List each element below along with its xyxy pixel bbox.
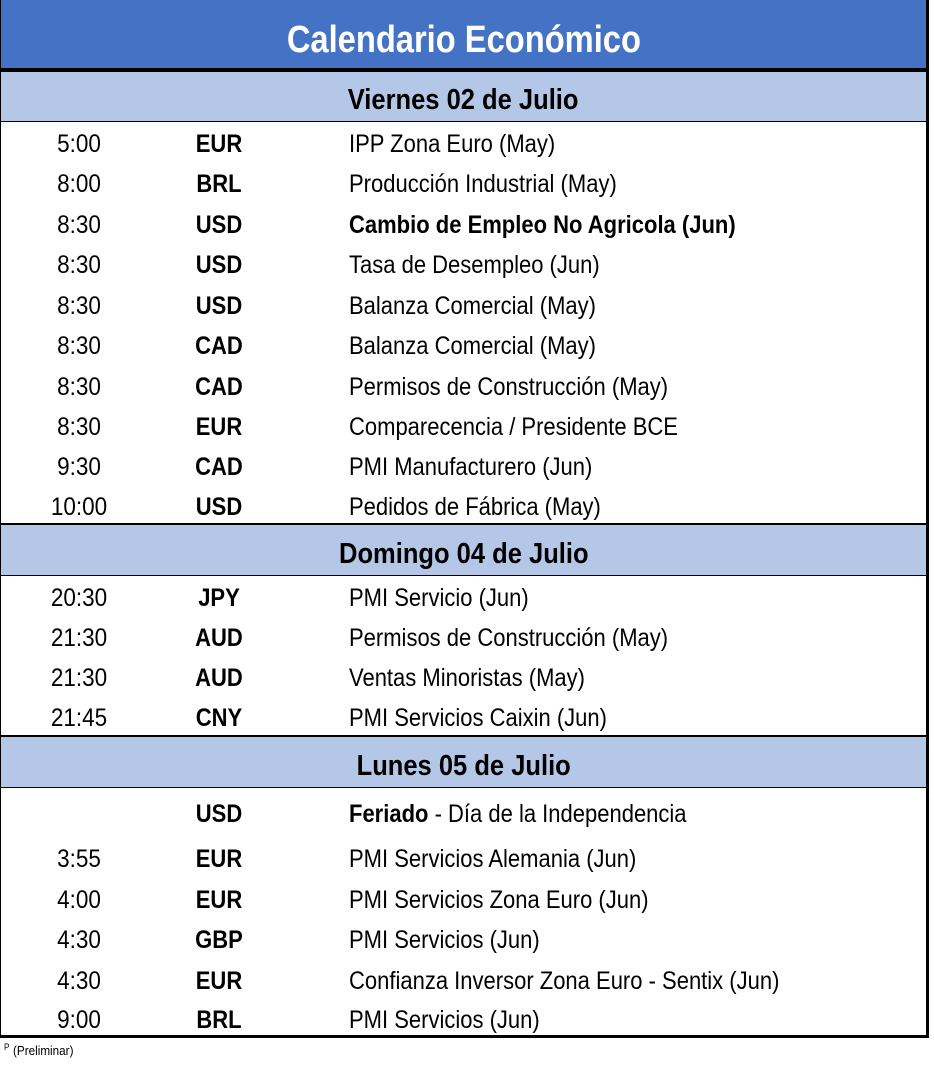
table-row <box>1 487 926 527</box>
event-time: 4:30 <box>57 967 101 995</box>
event-time: 8:30 <box>57 413 101 441</box>
event-time: 8:30 <box>57 251 101 279</box>
table-row <box>1 124 926 164</box>
holiday-label: Feriado <box>349 800 429 828</box>
event-description: PMI Servicios (Jun) <box>349 926 540 954</box>
event-currency: USD <box>195 493 243 521</box>
event-time: 8:30 <box>57 211 101 239</box>
event-currency: BRL <box>196 1006 242 1034</box>
event-currency: USD <box>195 800 243 828</box>
footnote-text: (Preliminar) <box>13 1043 74 1058</box>
event-currency: CAD <box>195 332 243 360</box>
event-currency: CNY <box>195 704 243 732</box>
event-currency: BRL <box>196 170 242 198</box>
table-row <box>1 880 926 920</box>
event-time: 21:30 <box>50 664 108 692</box>
event-time: 20:30 <box>50 584 108 612</box>
table-row <box>1 286 926 326</box>
day-header-label: Viernes 02 de Julio <box>348 84 579 116</box>
event-currency: CAD <box>195 453 243 481</box>
event-time: 9:00 <box>57 1006 101 1034</box>
table-row <box>1 578 926 618</box>
event-time: 8:00 <box>57 170 101 198</box>
table-row <box>1 618 926 658</box>
day-header-label: Domingo 04 de Julio <box>338 538 589 570</box>
table-row <box>1 326 926 366</box>
event-currency: EUR <box>195 413 243 441</box>
event-currency: EUR <box>195 845 243 873</box>
event-description: PMI Servicios (Jun) <box>349 1006 540 1034</box>
event-currency: USD <box>195 292 243 320</box>
event-description: Comparecencia / Presidente BCE <box>349 413 678 441</box>
event-description: PMI Servicio (Jun) <box>349 584 529 612</box>
table-row <box>1 794 926 834</box>
footnote-marker: P <box>4 1042 10 1052</box>
table-row <box>1 698 926 738</box>
table-row <box>1 1000 926 1040</box>
table-row <box>1 447 926 487</box>
table-row <box>1 367 926 407</box>
event-currency: EUR <box>195 967 243 995</box>
day-header-label: Lunes 05 de Julio <box>356 750 571 782</box>
calendar-title-bar <box>1 0 926 70</box>
event-currency: EUR <box>195 886 243 914</box>
event-currency: AUD <box>195 664 243 692</box>
event-time: 5:00 <box>57 130 101 158</box>
event-time: 8:30 <box>57 373 101 401</box>
event-description: Pedidos de Fábrica (May) <box>349 493 601 521</box>
event-time: 21:45 <box>50 704 108 732</box>
calendar-title: Calendario Económico <box>286 19 641 61</box>
event-description: Producción Industrial (May) <box>349 170 617 198</box>
holiday-description: - Día de la Independencia <box>428 800 687 828</box>
table-row <box>1 839 926 879</box>
table-row <box>1 205 926 245</box>
event-time: 4:00 <box>57 886 101 914</box>
event-time: 8:30 <box>57 292 101 320</box>
event-currency: EUR <box>195 130 243 158</box>
table-row <box>1 407 926 447</box>
event-description: Ventas Minoristas (May) <box>349 664 585 692</box>
event-description: Cambio de Empleo No Agricola (Jun) <box>349 211 736 239</box>
day-header-viernes <box>1 70 926 122</box>
event-description <box>349 794 687 834</box>
event-description: Permisos de Construcción (May) <box>349 373 669 401</box>
event-description: IPP Zona Euro (May) <box>349 130 556 158</box>
event-description: PMI Servicios Alemania (Jun) <box>349 845 637 873</box>
event-currency: USD <box>195 251 243 279</box>
event-description: PMI Manufacturero (Jun) <box>349 453 593 481</box>
event-description: PMI Servicios Zona Euro (Jun) <box>349 886 649 914</box>
event-description: Balanza Comercial (May) <box>349 332 596 360</box>
event-time: 4:30 <box>57 926 101 954</box>
event-description: Permisos de Construcción (May) <box>349 624 669 652</box>
footnote <box>4 1042 73 1058</box>
event-time: 21:30 <box>50 624 108 652</box>
event-time: 3:55 <box>57 845 101 873</box>
table-row <box>1 658 926 698</box>
event-time: 8:30 <box>57 332 101 360</box>
event-currency: USD <box>195 211 243 239</box>
event-description: Tasa de Desempleo (Jun) <box>349 251 600 279</box>
event-currency: JPY <box>198 584 240 612</box>
event-currency: CAD <box>195 373 243 401</box>
event-currency: AUD <box>195 624 243 652</box>
table-row <box>1 164 926 204</box>
event-time: 9:30 <box>57 453 101 481</box>
event-description: Confianza Inversor Zona Euro - Sentix (Jun) <box>349 967 780 995</box>
day-header-lunes <box>1 735 926 788</box>
event-time: 10:00 <box>50 493 108 521</box>
table-row <box>1 245 926 285</box>
day-header-domingo <box>1 523 926 576</box>
event-description: Balanza Comercial (May) <box>349 292 596 320</box>
event-description: PMI Servicios Caixin (Jun) <box>349 704 607 732</box>
table-row <box>1 961 926 1001</box>
event-currency: GBP <box>195 926 243 954</box>
table-row <box>1 920 926 960</box>
